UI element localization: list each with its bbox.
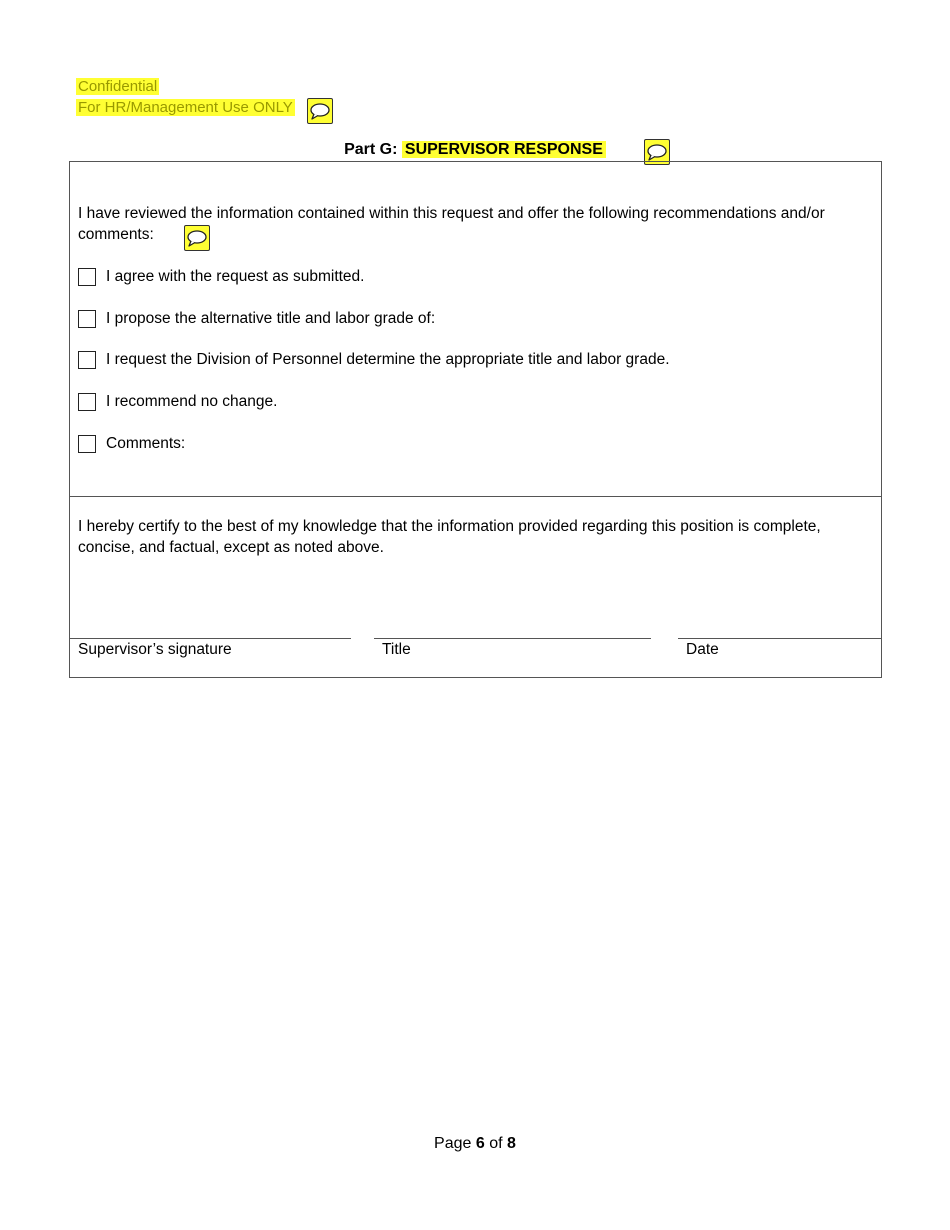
- alternative-title-checkbox[interactable]: [78, 310, 96, 328]
- comment-note-icon[interactable]: [307, 98, 333, 124]
- title-line[interactable]: [374, 638, 651, 639]
- no-change-checkbox[interactable]: [78, 393, 96, 411]
- intro-text: I have reviewed the information contained within this request and offer the following recommendations and/or comments:: [78, 205, 825, 243]
- date-line[interactable]: [678, 638, 882, 639]
- section-divider: [70, 496, 881, 497]
- signature-label: Supervisor’s signature: [78, 641, 232, 658]
- confidential-header: [76, 76, 295, 118]
- option-label: I propose the alternative title and labor grade of:: [106, 310, 436, 327]
- date-label: Date: [686, 641, 719, 658]
- option-no-change: [78, 392, 277, 412]
- page-separator: of: [489, 1135, 503, 1152]
- usage-label: For HR/Management Use ONLY: [78, 99, 293, 116]
- signature-line[interactable]: [70, 638, 351, 639]
- page-footer: [0, 1133, 950, 1155]
- comments-checkbox[interactable]: [78, 435, 96, 453]
- part-heading: SUPERVISOR RESPONSE: [402, 141, 606, 158]
- certification-text: I hereby certify to the best of my knowledge that the information provided regarding this position is complete, concise, and factual, except as noted above.: [78, 518, 821, 556]
- option-label: I recommend no change.: [106, 393, 278, 410]
- option-alternative: [78, 309, 435, 329]
- part-label: Part G:: [344, 141, 398, 158]
- division-determine-checkbox[interactable]: [78, 351, 96, 369]
- part-title: [0, 139, 950, 161]
- option-division: [78, 350, 670, 370]
- option-label: I agree with the request as submitted.: [106, 268, 365, 285]
- agree-checkbox[interactable]: [78, 268, 96, 286]
- page-total: 8: [507, 1135, 516, 1152]
- comment-note-icon[interactable]: [184, 225, 210, 251]
- page-current: 6: [475, 1135, 485, 1152]
- page-prefix: Page: [434, 1135, 472, 1152]
- option-comments: [78, 434, 185, 454]
- option-label: Comments:: [106, 435, 186, 452]
- confidential-label: Confidential: [78, 78, 158, 95]
- option-agree: [78, 267, 364, 287]
- title-label: Title: [382, 641, 411, 658]
- option-label: I request the Division of Personnel determine the appropriate title and labor grade.: [106, 351, 670, 368]
